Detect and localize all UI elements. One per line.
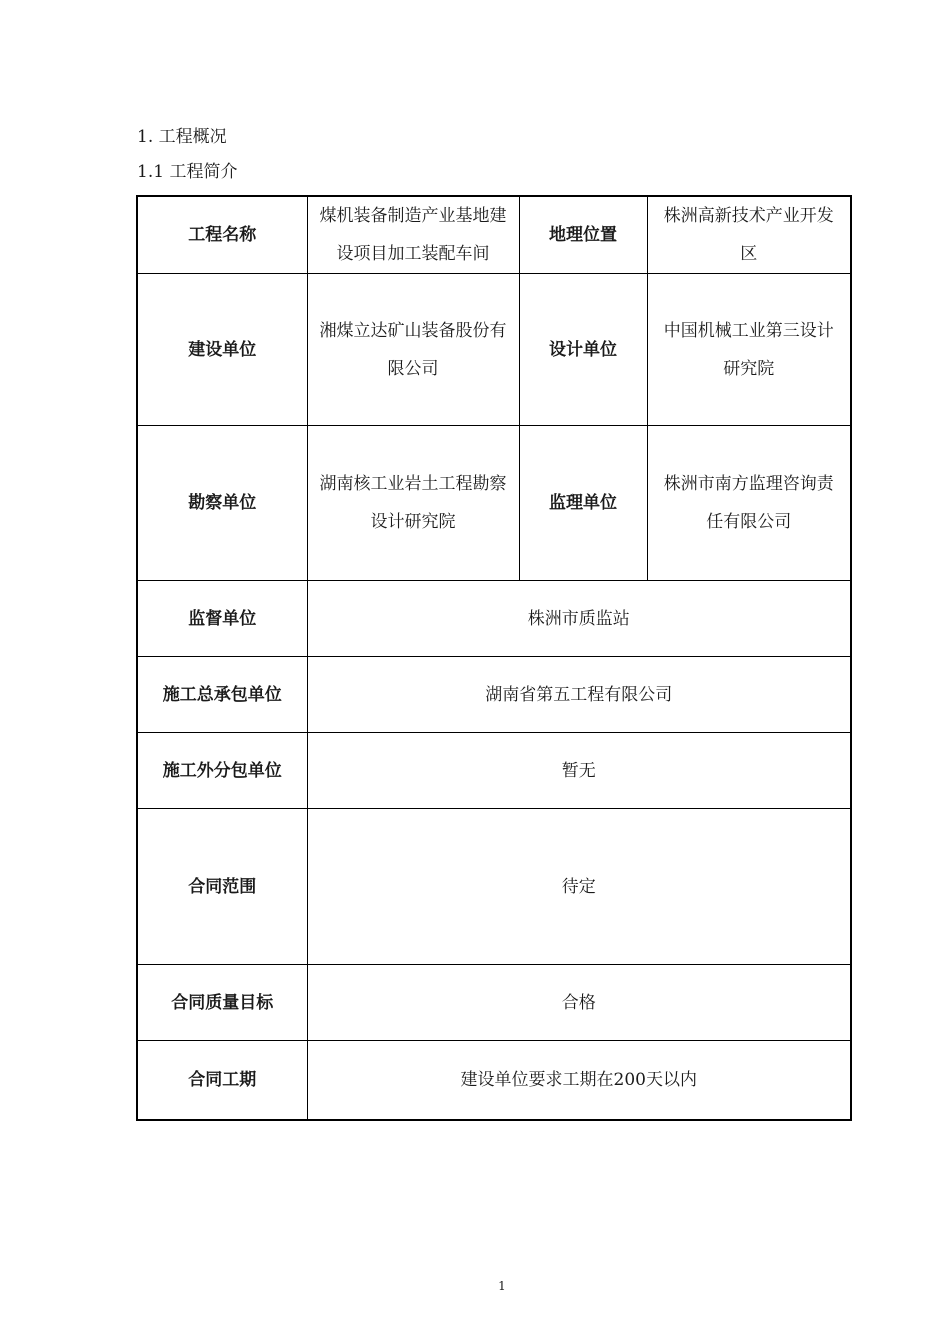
table-row	[137, 733, 851, 809]
location-value: 株洲高新技术产业开发区	[647, 196, 851, 274]
project-name-value: 煤机装备制造产业基地建设项目加工装配车间	[307, 196, 519, 274]
quality-target-label: 合同质量目标	[137, 965, 307, 1041]
duration-value: 建设单位要求工期在200天以内	[307, 1041, 851, 1120]
page-number: 1	[498, 1279, 506, 1293]
subcontractor-value: 暂无	[307, 733, 851, 809]
oversight-value: 株洲市质监站	[307, 581, 851, 657]
contract-scope-label: 合同范围	[137, 809, 307, 965]
table-row	[137, 1041, 851, 1120]
project-name-label: 工程名称	[137, 196, 307, 274]
table-row	[137, 196, 851, 274]
table-row	[137, 274, 851, 426]
quality-target-value: 合格	[307, 965, 851, 1041]
table-row	[137, 657, 851, 733]
survey-value: 湖南核工业岩土工程勘察设计研究院	[307, 426, 519, 581]
subcontractor-label: 施工外分包单位	[137, 733, 307, 809]
oversight-label: 监督单位	[137, 581, 307, 657]
project-info-table	[136, 195, 852, 1121]
section-heading: 1. 工程概况	[137, 127, 227, 147]
duration-label: 合同工期	[137, 1041, 307, 1120]
table-row	[137, 965, 851, 1041]
general-contractor-label: 施工总承包单位	[137, 657, 307, 733]
supervision-label: 监理单位	[519, 426, 647, 581]
table-row	[137, 581, 851, 657]
contract-scope-value: 待定	[307, 809, 851, 965]
designer-value: 中国机械工业第三设计研究院	[647, 274, 851, 426]
table-row	[137, 426, 851, 581]
builder-label: 建设单位	[137, 274, 307, 426]
general-contractor-value: 湖南省第五工程有限公司	[307, 657, 851, 733]
survey-label: 勘察单位	[137, 426, 307, 581]
subsection-heading: 1.1 工程简介	[137, 162, 238, 182]
location-label: 地理位置	[519, 196, 647, 274]
designer-label: 设计单位	[519, 274, 647, 426]
supervision-value: 株洲市南方监理咨询责任有限公司	[647, 426, 851, 581]
table-row	[137, 809, 851, 965]
builder-value: 湘煤立达矿山装备股份有限公司	[307, 274, 519, 426]
